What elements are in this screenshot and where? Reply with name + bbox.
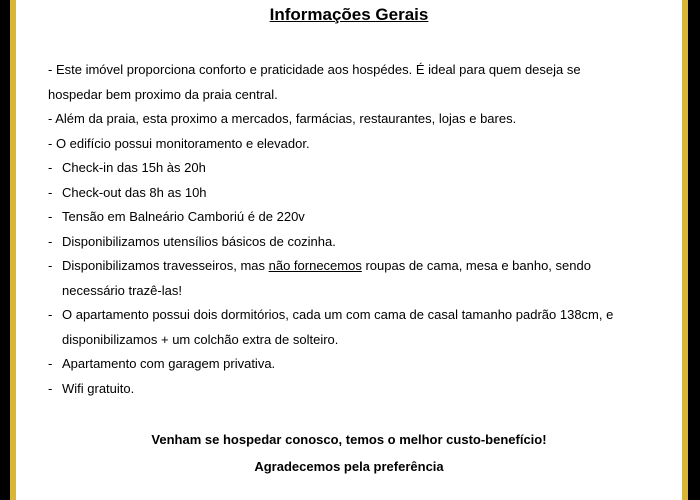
list-item-wifi <box>48 377 668 402</box>
list-dash: - <box>48 184 53 200</box>
list-item-bedrooms <box>48 303 668 328</box>
list-item-text: Disponibilizamos utensílios básicos de cozinha. <box>62 233 336 249</box>
list-item-text: Check-in das 15h às 20h <box>62 160 206 175</box>
list-item-garage <box>48 352 668 377</box>
intro-line-1: - Este imóvel proporciona conforto e praticidade aos hospédes. É ideal para quem deseja se <box>48 62 581 77</box>
list-item-linen <box>48 254 668 279</box>
closing-invitation: Venham se hospedar conosco, temos o melhor custo-benefício! <box>151 432 547 447</box>
list-item-text: Check-out das 8h as 10h <box>62 184 207 200</box>
list-dash: - <box>48 209 53 224</box>
list-dash: - <box>48 160 53 175</box>
document-page <box>16 0 682 500</box>
linen-text-before: Disponibilizamos travesseiros, mas <box>62 258 269 273</box>
linen-text-after: roupas de cama, mesa e banho, sendo <box>361 258 591 273</box>
list-item-text: Apartamento com garagem privativa. <box>62 356 276 371</box>
list-dash: - <box>48 380 53 396</box>
list-dash: - <box>48 307 53 322</box>
list-dash: - <box>48 233 53 249</box>
bedrooms-continuation: disponibilizamos + um colchão extra de solteiro. <box>62 331 339 347</box>
intro-line-4: - O edifício possui monitoramento e elevador. <box>48 135 310 151</box>
list-item-text: Wifi gratuito. <box>62 380 135 396</box>
list-item-text: O apartamento possui dois dormitórios, cada um com cama de casal tamanho padrão 138cm, e <box>62 307 614 322</box>
info-list <box>48 58 668 401</box>
closing-thanks: Agradecemos pela preferência <box>254 459 444 474</box>
intro-line-3: - Além da praia, esta proximo a mercados, farmácias, restaurantes, lojas e bares. <box>48 111 517 126</box>
linen-text-underlined: não fornecemos <box>268 258 362 273</box>
list-item-voltage <box>48 205 668 230</box>
list-item-text: Tensão em Balneário Camboriú é de 220v <box>62 209 305 224</box>
linen-continuation: necessário trazê-las! <box>62 282 182 298</box>
list-dash: - <box>48 356 53 371</box>
list-item-checkout <box>48 181 668 206</box>
intro-line-2: hospedar bem proximo da praia central. <box>48 86 278 102</box>
page-title: Informações Gerais <box>269 5 429 24</box>
list-item-checkin <box>48 156 668 181</box>
list-dash: - <box>48 258 53 273</box>
list-item-kitchen <box>48 230 668 255</box>
